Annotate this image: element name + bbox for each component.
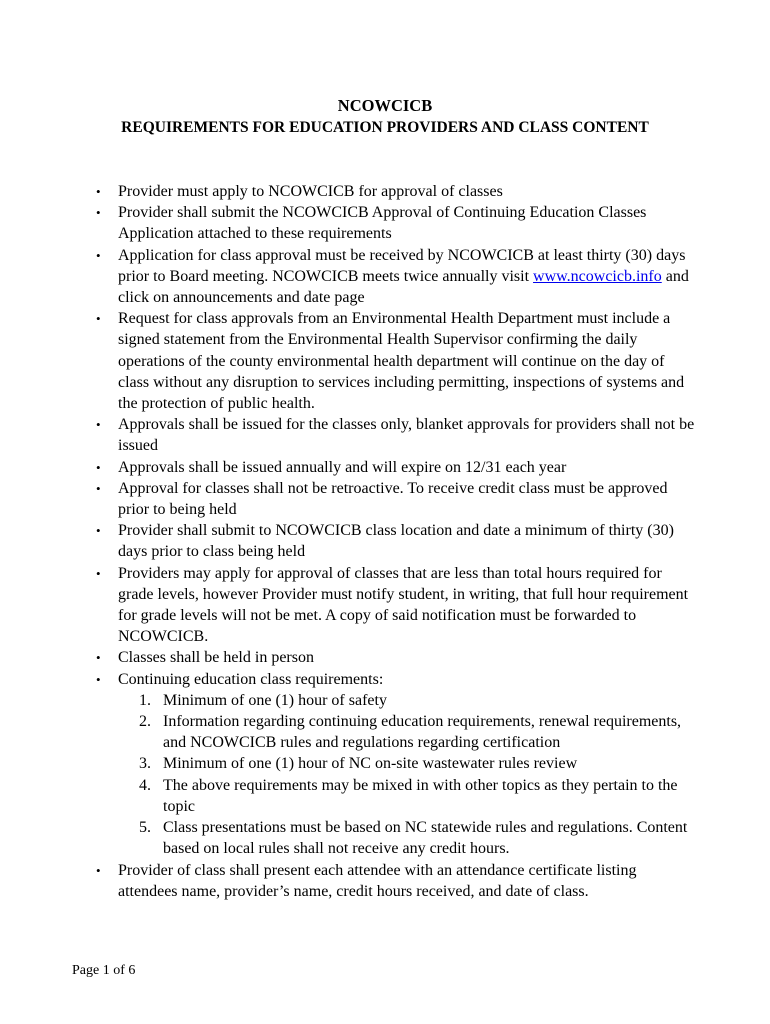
bullet-icon: • — [96, 565, 101, 581]
list-item-text-after-link: and click on announcements and date page — [118, 267, 689, 307]
item-number: 3. — [139, 755, 151, 773]
list-item — [0, 669, 698, 860]
document-title: NCOWCICB — [337, 96, 433, 115]
list-item-text: Providers may apply for approval of classes that are less than total hours required for grade levels, however Provider must notify student, in writing, that full hour requirement for grade levels will not be met. A copy of said notification must be forwarded to NCOWCICB. — [118, 564, 689, 646]
sub-list-item — [118, 817, 693, 859]
sub-list-item-text: Class presentations must be based on NC statewide rules and regulations. Content based on local rules shall not receive any credit hours. — [163, 819, 688, 858]
list-item — [0, 245, 698, 309]
list-item — [0, 647, 698, 668]
website-link[interactable]: www.ncowcicb.info — [533, 267, 662, 285]
list-item — [0, 202, 698, 244]
item-number: 1. — [139, 691, 151, 709]
bullet-icon: • — [96, 480, 101, 496]
list-item-text: Approvals shall be issued for the classes only, blanket approvals for providers shall not be issued — [118, 416, 695, 455]
list-item — [0, 414, 698, 456]
sub-list-item-text: Information regarding continuing education requirements, renewal requirements, and NCOWCICB rules and regulations regarding certification — [163, 713, 682, 752]
sub-list-item — [118, 711, 693, 753]
bullet-icon: • — [96, 862, 101, 878]
list-item-text: Provider shall submit the NCOWCICB Approval of Continuing Education Classes Application attached to these requirements — [118, 204, 647, 243]
list-item — [0, 478, 698, 520]
list-item — [0, 181, 698, 202]
list-item-text: Approvals shall be issued annually and will expire on 12/31 each year — [118, 458, 567, 476]
sub-list-item — [118, 775, 693, 817]
bullet-icon: • — [96, 650, 101, 666]
requirements-list — [0, 181, 770, 902]
document-subtitle: REQUIREMENTS FOR EDUCATION PROVIDERS AND CLASS CONTENT — [121, 119, 649, 136]
bullet-icon: • — [96, 205, 101, 221]
list-item-text-before-link: Application for class approval must be received by NCOWCICB at least thirty (30) days prior to Board meeting. NCOWCICB meets twice annually visit — [118, 246, 686, 285]
list-item-text: Continuing education class requirements: — [118, 670, 384, 688]
list-item-text: Provider of class shall present each attendee with an attendance certificate listing attendees name, provider’s name, credit hours received, and date of class. — [118, 861, 637, 900]
list-item-text: Provider shall submit to NCOWCICB class location and date a minimum of thirty (30) days prior to class being held — [118, 522, 674, 561]
list-item-text: Classes shall be held in person — [118, 649, 314, 667]
list-item — [0, 860, 698, 902]
sub-list-item — [118, 690, 693, 711]
bullet-icon: • — [96, 417, 101, 433]
list-item — [0, 457, 698, 478]
list-item-text: Provider must apply to NCOWCICB for approval of classes — [118, 183, 503, 200]
bullet-icon: • — [96, 523, 101, 539]
list-item — [0, 520, 698, 562]
bullet-icon: • — [96, 671, 101, 687]
class-requirements-sublist — [118, 690, 698, 860]
list-item — [0, 563, 698, 648]
item-number: 5. — [139, 819, 151, 837]
bullet-icon: • — [96, 311, 101, 327]
list-item-text: Approval for classes shall not be retroactive. To receive credit class must be approved prior to being held — [118, 479, 668, 519]
bullet-icon: • — [96, 247, 101, 263]
sub-list-item-text: Minimum of one (1) hour of NC on-site wastewater rules review — [163, 755, 578, 773]
sub-list-item — [118, 753, 693, 774]
sub-list-item-text: The above requirements may be mixed in with other topics as they pertain to the topic — [163, 776, 678, 815]
item-number: 2. — [139, 713, 151, 731]
sub-list-item-text: Minimum of one (1) hour of safety — [163, 691, 387, 709]
bullet-icon: • — [96, 184, 101, 199]
list-item-text: Request for class approvals from an Environmental Health Department must include a signed statement from the Environmental Health Supervisor confirming the daily operations of the county environmental health department will continue on the day of class without any disruption to services including permitting, inspections of systems and the protection of public health. — [118, 310, 685, 413]
page-number: Page 1 of 6 — [72, 963, 136, 978]
list-item — [0, 308, 698, 414]
bullet-icon: • — [96, 459, 101, 475]
item-number: 4. — [139, 776, 151, 794]
